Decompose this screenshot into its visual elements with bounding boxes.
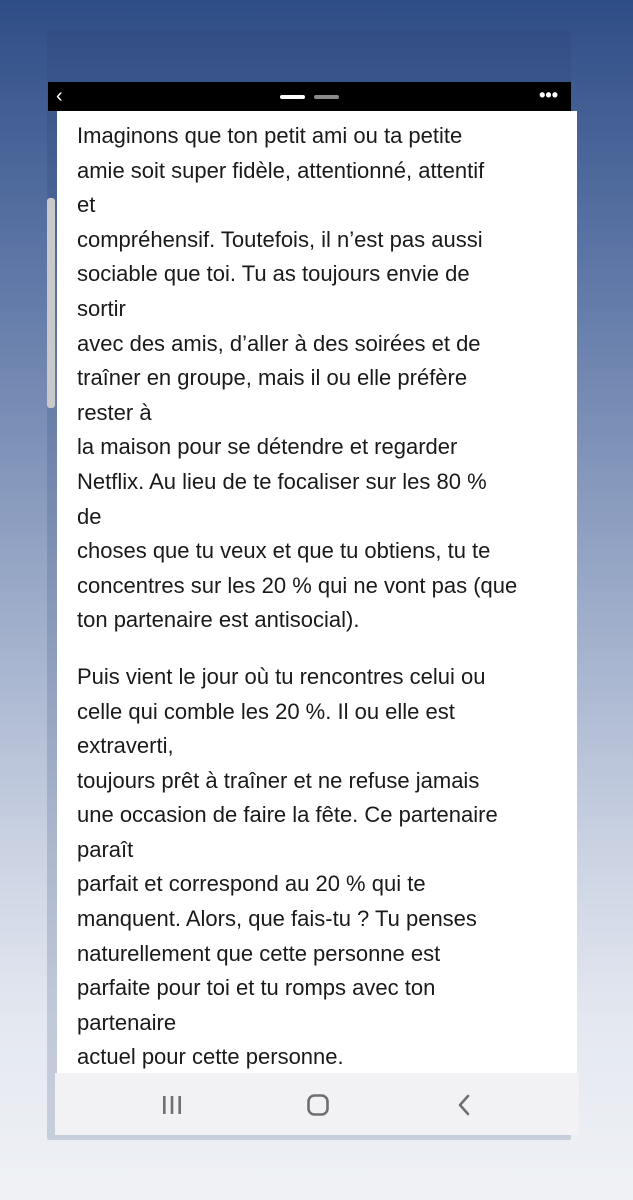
page-indicator-inactive[interactable] — [314, 95, 339, 99]
text-content — [57, 111, 577, 1073]
system-nav-bar — [55, 1073, 579, 1135]
paragraph: Imaginons que ton petit ami ou ta petite amie soit super fidèle, attentionné, attentif et compréhensif. Toutefois, il n’est pas aussi sociable que toi. Tu as toujours envie de sortir avec des amis, d’aller à des soirées et de traîner en groupe, mais il ou elle préfère rester à la maison pour se détendre et regarder Netflix. Au lieu de te focaliser sur les 80 % de choses que tu veux et que tu obtiens, tu te concentres sur les 20 % qui ne vont pas (que ton partenaire est antisocial). — [77, 123, 518, 633]
back-icon — [448, 1088, 482, 1122]
page-indicator — [280, 95, 340, 99]
more-options-icon[interactable]: ••• — [539, 85, 558, 105]
page-indicator-active[interactable] — [280, 95, 305, 99]
home-button[interactable] — [301, 1088, 335, 1122]
paragraph: Puis vient le jour où tu rencontres celui ou celle qui comble les 20 %. Il ou elle est extraverti, toujours prêt à traîner et ne refuse jamais une occasion de faire la fête. Ce partenaire paraît parfait et correspond au 20 % qui te manquent. Alors, que fais-tu ? Tu penses naturellement que cette personne est parfaite pour toi et tu romps avec ton partenaire actuel pour cette personne. — [77, 663, 498, 1070]
home-icon — [301, 1088, 335, 1122]
recent-apps-icon — [155, 1088, 189, 1122]
back-chevron-icon[interactable]: ‹ — [56, 85, 63, 107]
recent-apps-button[interactable] — [155, 1088, 189, 1122]
viewer-top-bar — [48, 82, 571, 111]
edge-panel-handle[interactable] — [47, 198, 55, 408]
back-button[interactable] — [448, 1088, 482, 1122]
